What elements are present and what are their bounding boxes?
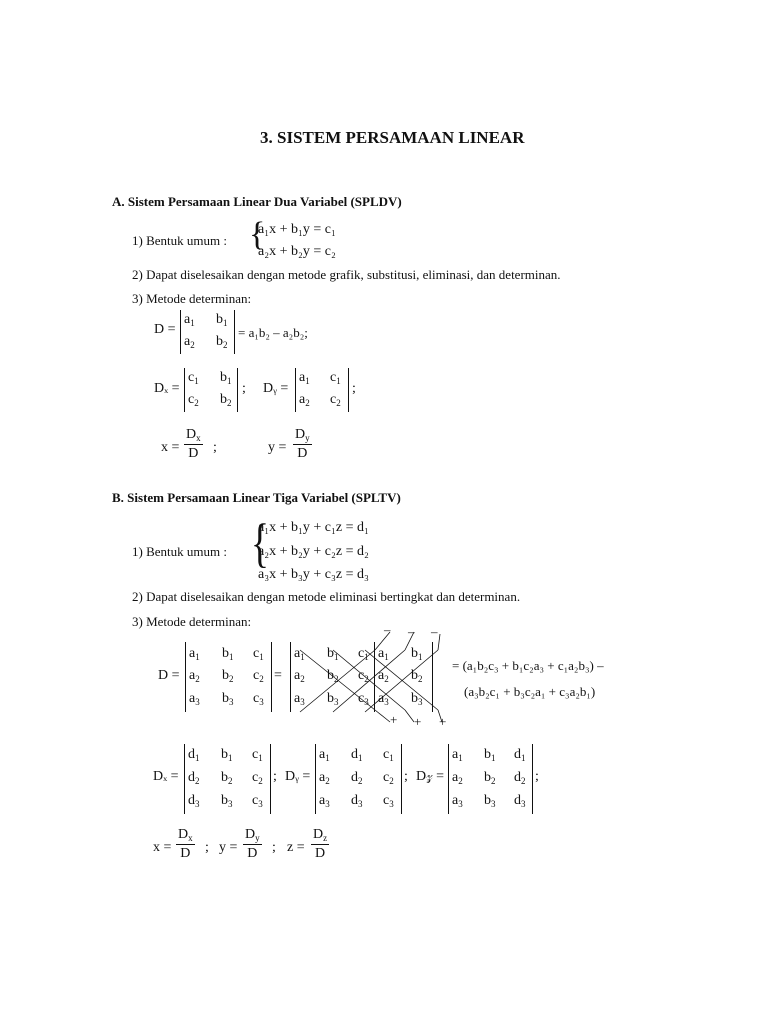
b-dz-cell: $a_2$ — [452, 770, 463, 786]
b-dz-sep: ; — [535, 769, 539, 784]
diag-up-ext — [438, 634, 440, 650]
b-dz-right-bar — [532, 744, 533, 814]
b-dx-right-bar — [270, 744, 271, 814]
b-dz-cell: $d_2$ — [514, 770, 526, 786]
a-d-result: = a₁b₂ – a₂b₂; — [238, 325, 308, 340]
b-dy-right-bar — [401, 744, 402, 814]
b-z-fraction — [311, 826, 329, 862]
b-dz-cell: $d_3$ — [514, 793, 526, 809]
b-dz-label: D𝓏 = — [416, 769, 445, 784]
b-d-cell: $a_2$ — [189, 668, 200, 684]
b-sarrus-cell: $b_1$ — [327, 646, 339, 662]
b-d-equals: = — [274, 668, 282, 683]
a-d-cell: $b_1$ — [216, 312, 228, 328]
b-dx-cell: $b_2$ — [221, 770, 233, 786]
a-y-numerator: $D_y$ — [295, 427, 310, 443]
a-dy-label: Dᵧ = — [263, 381, 289, 396]
a-x-numerator: $D_x$ — [186, 427, 201, 443]
b-x-fraction — [176, 826, 195, 862]
b-sarrus-cell: $b_1$ — [411, 646, 423, 662]
a-item2: 2) Dapat diselesaikan dengan metode grafik, substitusi, eliminasi, dan determinan. — [132, 267, 561, 282]
minus-sign: – — [408, 624, 415, 639]
diag-down-ext — [375, 710, 390, 722]
b-sarrus-cell: $b_2$ — [411, 668, 423, 684]
b-brace: { — [250, 513, 270, 573]
a-y-denominator: D — [297, 446, 308, 461]
minus-sign: – — [384, 622, 391, 637]
b-d-cell: $c_1$ — [253, 646, 264, 662]
plus-sign: + — [439, 714, 447, 729]
a-x-sep: ; — [213, 440, 217, 455]
b-sarrus-cell: $b_3$ — [411, 691, 423, 707]
b-dy-label: Dᵧ = — [285, 769, 311, 784]
b-sarrus-cell: $c_3$ — [358, 691, 369, 707]
b-eq3: a₃x + b₃y + c₃z = d₃ — [258, 567, 369, 582]
a-x-denominator: D — [188, 446, 199, 461]
b-d-cell: $a_1$ — [189, 646, 200, 662]
b-d-cell: $c_2$ — [253, 668, 264, 684]
b-d-cell: $b_1$ — [222, 646, 234, 662]
b-dx-cell: $b_3$ — [221, 793, 233, 809]
b-y-label: y = — [219, 840, 238, 855]
b-eq1: a₁x + b₁y + c₁z = d₁ — [258, 520, 369, 535]
a-d-label: D = — [154, 322, 176, 337]
a-dx-cell: $b_2$ — [220, 392, 232, 408]
a-dy-sep: ; — [352, 381, 356, 396]
b-dz-cell: $d_1$ — [514, 747, 526, 763]
b-d-cell: $b_2$ — [222, 668, 234, 684]
b-dz-cell: $a_1$ — [452, 747, 463, 763]
b-eq2: a₂x + b₂y + c₂z = d₂ — [258, 544, 369, 559]
b-dz-left-bar — [448, 744, 449, 814]
b-dz-cell: $b_2$ — [484, 770, 496, 786]
b-d-cell: $c_3$ — [253, 691, 264, 707]
b-y-sep: ; — [272, 840, 276, 855]
section-a-heading: A. Sistem Persamaan Linear Dua Variabel (SPLDV) — [112, 194, 402, 209]
b-dy-cell: $c_1$ — [383, 747, 394, 763]
b-sarrus-cell: $b_3$ — [327, 691, 339, 707]
b-x-sep: ; — [205, 840, 209, 855]
b-sarrus-cell: $b_2$ — [327, 668, 339, 684]
b-dx-cell: $c_3$ — [252, 793, 263, 809]
b-dy-cell: $c_3$ — [383, 793, 394, 809]
b-sarrus-cell: $a_3$ — [378, 691, 389, 707]
b-item1-label: 1) Bentuk umum : — [132, 544, 227, 559]
b-result-line2: (a₃b₂c₁ + b₃c₂a₁ + c₃a₂b₁) — [464, 684, 596, 699]
b-result-line1: = (a₁b₂c₃ + b₁c₂a₃ + c₁a₂b₃) – — [452, 658, 604, 673]
b-x-label: x = — [153, 840, 172, 855]
b-dx-sep: ; — [273, 769, 277, 784]
b-sarrus-cell: $a_1$ — [378, 646, 389, 662]
b-sarrus-cell: $a_3$ — [294, 691, 305, 707]
b-d-cell: $a_3$ — [189, 691, 200, 707]
b-y-numerator: $D_y$ — [245, 827, 260, 843]
b-dz-cell: $b_3$ — [484, 793, 496, 809]
b-dy-left-bar — [315, 744, 316, 814]
a-dy-cell: $c_2$ — [330, 392, 341, 408]
a-brace: { — [249, 216, 266, 253]
b-dx-cell: $d_2$ — [188, 770, 200, 786]
b-x-denominator: D — [180, 846, 191, 861]
a-dx-cell: $c_2$ — [188, 392, 199, 408]
b-z-numerator: $D_z$ — [313, 827, 328, 843]
plus-sign: + — [390, 712, 398, 727]
b-dx-left-bar — [184, 744, 185, 814]
a-x-label: x = — [161, 440, 180, 455]
a-d-cell: $a_1$ — [184, 312, 195, 328]
b-item3: 3) Metode determinan: — [132, 614, 252, 629]
b-x-numerator: $D_x$ — [178, 827, 193, 843]
b-dy-cell: $a_2$ — [319, 770, 330, 786]
b-dy-cell: $a_3$ — [319, 793, 330, 809]
b-dx-cell: $c_1$ — [252, 747, 263, 763]
b-sarrus-cell: $a_1$ — [294, 646, 305, 662]
b-d-cell: $b_3$ — [222, 691, 234, 707]
b-dx-cell: $c_2$ — [252, 770, 263, 786]
a-dy-cell: $a_1$ — [299, 370, 310, 386]
b-dy-cell: $d_3$ — [351, 793, 363, 809]
b-dz-cell: $b_1$ — [484, 747, 496, 763]
b-dx-cell: $b_1$ — [221, 747, 233, 763]
b-dy-cell: $a_1$ — [319, 747, 330, 763]
a-dy-cell: $c_1$ — [330, 370, 341, 386]
a-dx-sep: ; — [242, 381, 246, 396]
a-item1-label: 1) Bentuk umum : — [132, 233, 227, 248]
b-dy-sep: ; — [404, 769, 408, 784]
a-dx-cell: $c_1$ — [188, 370, 199, 386]
b-sarrus-cell: $c_1$ — [358, 646, 369, 662]
a-eq1: a₁x + b₁y = c₁ — [258, 222, 336, 237]
b-d-label: D = — [158, 668, 180, 683]
b-z-denominator: D — [315, 846, 326, 861]
b-dx-cell: $d_1$ — [188, 747, 200, 763]
b-sarrus-cell: $a_2$ — [294, 668, 305, 684]
minus-sign: – — [431, 624, 438, 639]
b-dy-cell: $d_1$ — [351, 747, 363, 763]
b-dy-cell: $d_2$ — [351, 770, 363, 786]
b-y-denominator: D — [247, 846, 258, 861]
a-eq2: a₂x + b₂y = c₂ — [258, 244, 336, 259]
b-z-label: z = — [287, 840, 305, 855]
page-title: 3. SISTEM PERSAMAAN LINEAR — [260, 128, 525, 147]
diag-down-ext — [405, 710, 414, 722]
section-b-heading: B. Sistem Persamaan Linear Tiga Variabel (SPLTV) — [112, 490, 401, 505]
a-d-cell: $b_2$ — [216, 334, 228, 350]
b-dy-cell: $c_2$ — [383, 770, 394, 786]
b-dz-cell: $a_3$ — [452, 793, 463, 809]
b-item2: 2) Dapat diselesaikan dengan metode eliminasi bertingkat dan determinan. — [132, 589, 521, 604]
b-dx-cell: $d_3$ — [188, 793, 200, 809]
a-dy-cell: $a_2$ — [299, 392, 310, 408]
b-sarrus-cell: $c_2$ — [358, 668, 369, 684]
b-sarrus-cell: $a_2$ — [378, 668, 389, 684]
a-dx-label: Dₓ = — [154, 381, 180, 396]
plus-sign: + — [414, 714, 422, 729]
b-y-fraction — [243, 826, 262, 862]
a-y-label: y = — [268, 440, 287, 455]
a-d-cell: $a_2$ — [184, 334, 195, 350]
a-dx-cell: $b_1$ — [220, 370, 232, 386]
b-dx-label: Dₓ = — [153, 769, 179, 784]
a-item3: 3) Metode determinan: — [132, 291, 252, 306]
